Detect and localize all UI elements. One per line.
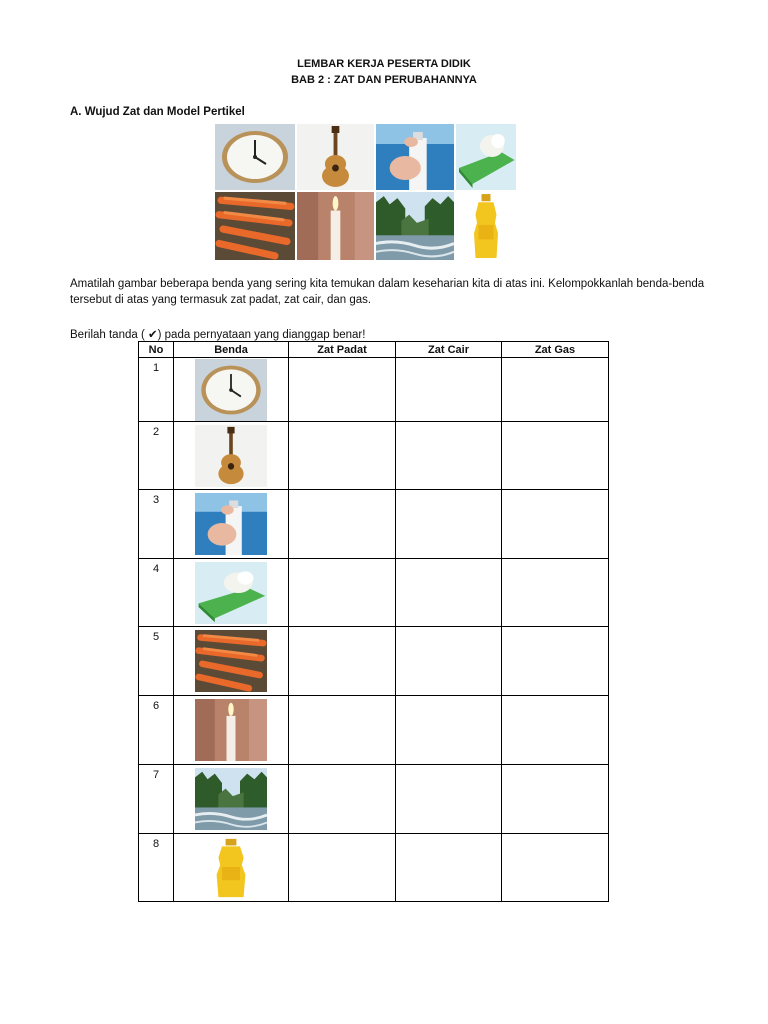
- row-number: 7: [139, 765, 174, 834]
- table-header-row: [139, 342, 609, 358]
- air-freshener-image: [456, 124, 516, 190]
- zat-gas-cell[interactable]: [502, 765, 609, 834]
- guitar-image: [297, 124, 374, 190]
- cooking-oil-image: [456, 192, 516, 260]
- zat-cair-cell[interactable]: [396, 490, 502, 559]
- clock-image: [195, 359, 267, 421]
- table-row: [139, 358, 609, 422]
- table-row: [139, 422, 609, 490]
- zat-cair-cell[interactable]: [396, 358, 502, 422]
- instruction-paragraph: Amatilah gambar beberapa benda yang sering kita temukan dalam keseharian kita di atas ini. Kelompokkanlah benda-benda tersebut di atas yang termasuk zat padat, zat cair, dan gas.: [70, 278, 705, 306]
- zat-cair-cell[interactable]: [396, 834, 502, 902]
- zat-padat-cell[interactable]: [289, 358, 396, 422]
- zat-padat-cell[interactable]: [289, 422, 396, 490]
- spray-can-image: [195, 493, 267, 555]
- object-collage: [215, 124, 513, 262]
- benda-cell: [174, 834, 289, 902]
- header-benda: Benda: [174, 342, 289, 358]
- zat-padat-cell[interactable]: [289, 559, 396, 627]
- zat-gas-cell[interactable]: [502, 490, 609, 559]
- air-freshener-image: [195, 562, 267, 624]
- check-instruction-prefix: Berilah tanda (: [70, 329, 145, 341]
- zat-padat-cell[interactable]: [289, 834, 396, 902]
- zat-cair-cell[interactable]: [396, 422, 502, 490]
- checkmark-icon: ✔: [148, 327, 158, 341]
- row-number: 8: [139, 834, 174, 902]
- zat-cair-cell[interactable]: [396, 696, 502, 765]
- worksheet-title: LEMBAR KERJA PESERTA DIDIK: [297, 58, 471, 70]
- worksheet-table: [138, 341, 609, 902]
- row-number: 2: [139, 422, 174, 490]
- river-image: [376, 192, 454, 260]
- carrots-image: [195, 630, 267, 692]
- clock-image: [215, 124, 295, 190]
- spray-can-image: [376, 124, 454, 190]
- zat-padat-cell[interactable]: [289, 627, 396, 696]
- zat-gas-cell[interactable]: [502, 422, 609, 490]
- table-row: [139, 627, 609, 696]
- zat-cair-cell[interactable]: [396, 627, 502, 696]
- guitar-image: [195, 425, 267, 487]
- table-row: [139, 490, 609, 559]
- zat-gas-cell[interactable]: [502, 834, 609, 902]
- header-zat-gas: Zat Gas: [502, 342, 609, 358]
- benda-cell: [174, 559, 289, 627]
- section-a-heading: A. Wujud Zat dan Model Pertikel: [70, 106, 245, 118]
- zat-padat-cell[interactable]: [289, 490, 396, 559]
- row-number: 1: [139, 358, 174, 422]
- header-zat-cair: Zat Cair: [396, 342, 502, 358]
- zat-gas-cell[interactable]: [502, 358, 609, 422]
- benda-cell: [174, 490, 289, 559]
- zat-padat-cell[interactable]: [289, 765, 396, 834]
- row-number: 5: [139, 627, 174, 696]
- zat-padat-cell[interactable]: [289, 696, 396, 765]
- header-zat-padat: Zat Padat: [289, 342, 396, 358]
- row-number: 6: [139, 696, 174, 765]
- row-number: 4: [139, 559, 174, 627]
- zat-gas-cell[interactable]: [502, 627, 609, 696]
- table-row: [139, 559, 609, 627]
- candle-image: [195, 699, 267, 761]
- check-instruction-suffix: ) pada pernyataan yang dianggap benar!: [157, 329, 366, 341]
- table-row: [139, 696, 609, 765]
- table-row: [139, 765, 609, 834]
- zat-cair-cell[interactable]: [396, 559, 502, 627]
- zat-cair-cell[interactable]: [396, 765, 502, 834]
- benda-cell: [174, 627, 289, 696]
- benda-cell: [174, 696, 289, 765]
- header-no: No: [139, 342, 174, 358]
- candle-image: [297, 192, 374, 260]
- chapter-title: BAB 2 : ZAT DAN PERUBAHANNYA: [291, 74, 477, 86]
- carrots-image: [215, 192, 295, 260]
- benda-cell: [174, 765, 289, 834]
- table-row: [139, 834, 609, 902]
- benda-cell: [174, 422, 289, 490]
- row-number: 3: [139, 490, 174, 559]
- zat-gas-cell[interactable]: [502, 696, 609, 765]
- zat-gas-cell[interactable]: [502, 559, 609, 627]
- cooking-oil-image: [195, 837, 267, 899]
- benda-cell: [174, 358, 289, 422]
- river-image: [195, 768, 267, 830]
